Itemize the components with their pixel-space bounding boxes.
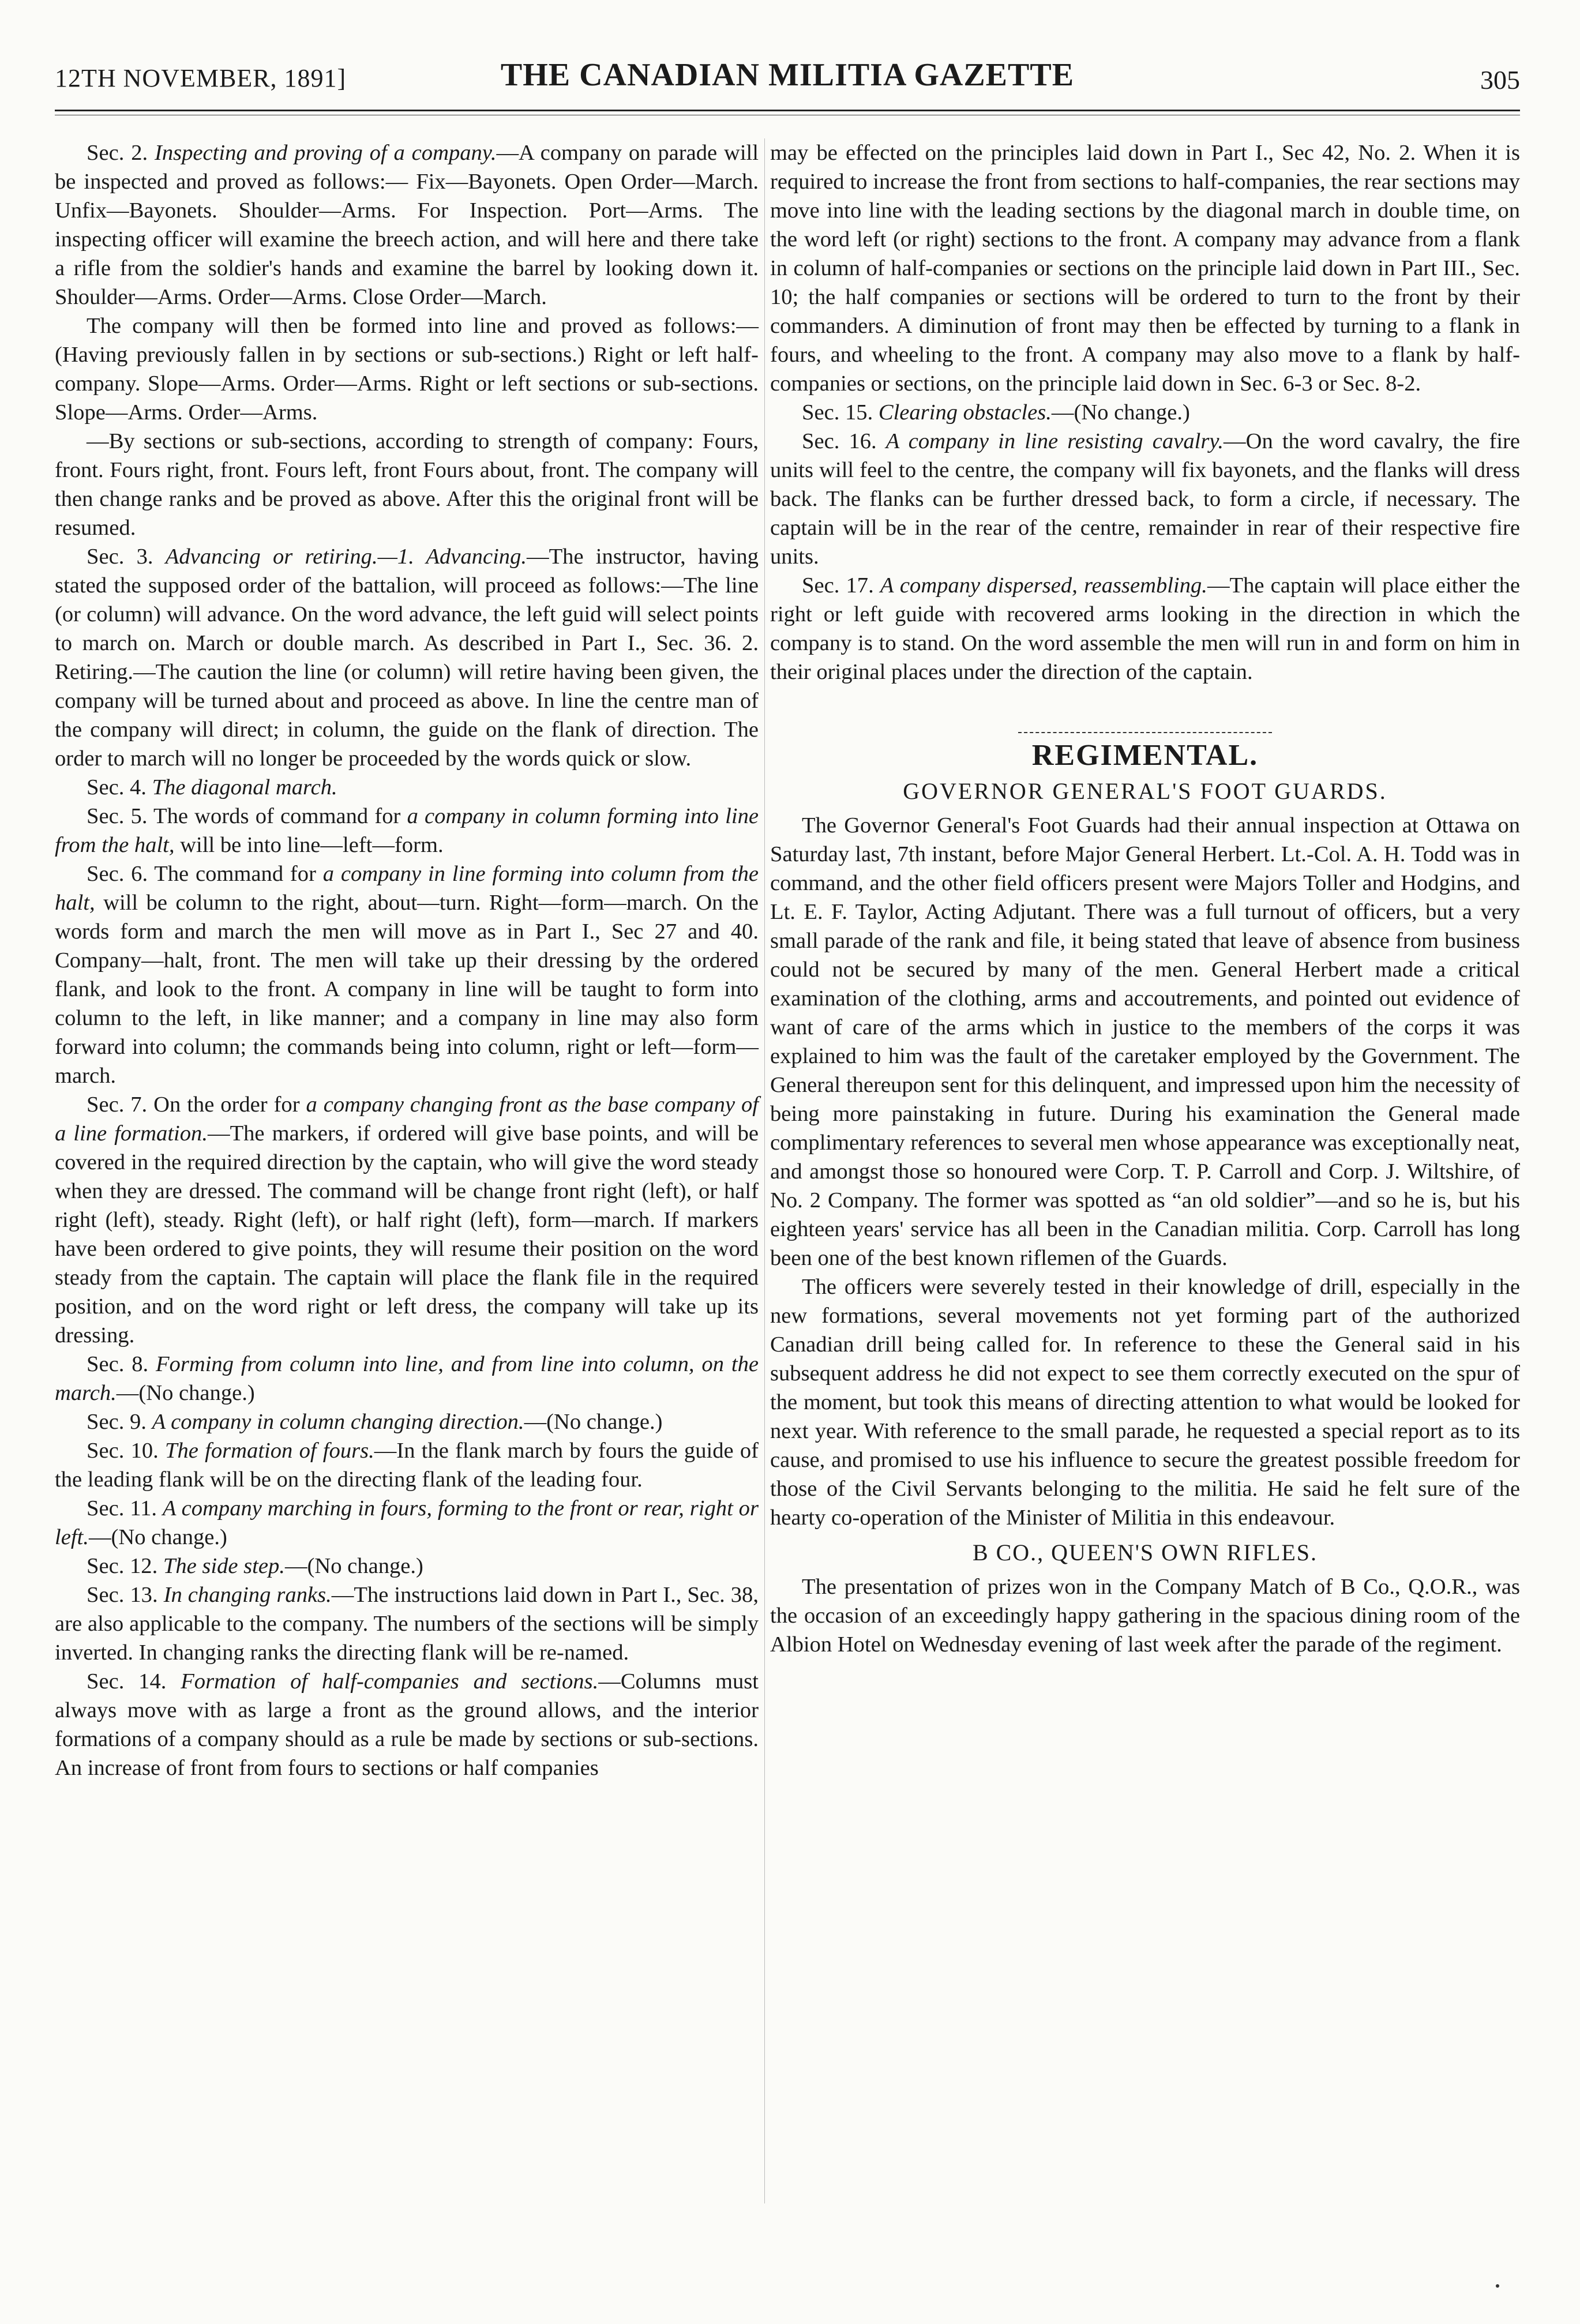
paragraph-lead: Sec. 7. On the order for [87, 1092, 306, 1117]
page-number: 305 [1480, 65, 1520, 95]
paragraph [770, 571, 1520, 686]
paragraph-ital: The diagonal march. [152, 775, 337, 799]
paragraph-ital: a company in column forming into line from the halt, [55, 804, 759, 857]
paragraph-lead: Sec. 6. The command for [87, 862, 323, 886]
paragraph [770, 427, 1520, 571]
left-column [55, 138, 759, 1782]
paragraph [55, 1350, 759, 1407]
paragraph-text: —(No change.) [284, 1554, 423, 1578]
paragraph-lead: Sec. 17. [802, 573, 880, 598]
paragraph-ital: Forming from column into line, and from line into column, on the march. [55, 1352, 759, 1405]
paragraph-text: will be into line—left—form. [174, 833, 444, 857]
paragraph [55, 1580, 759, 1667]
queens-own-article [770, 1572, 1520, 1659]
header-rule [55, 110, 1520, 111]
paragraph-ital: Clearing obstacles. [878, 400, 1052, 425]
paragraph-ital: Inspecting and proving of a company. [154, 141, 497, 165]
paragraph [55, 1436, 759, 1494]
paragraph-text: —(No change.) [524, 1410, 663, 1434]
paragraph-ital: A company marching in fours, forming to the front or rear, right or left. [55, 1496, 759, 1549]
paragraph-text: —A company on parade will be inspected and proved as follows:— Fix—Bayonets. Open Order—March. Unfix—Bayonets. Shoulder—Arms. For Inspection. Port—Arms. The inspecting officer will examine the breech action, and will here and there take a rifle from the soldier's hands and examine the barrel by looking down it. Shoulder—Arms. Order—Arms. Close Order—March. [55, 141, 759, 309]
paragraph-text: —Columns must always move with as large a front as the ground allows, and the interior formations of a company should as a rule be made by sections or sub-sections. An increase of front from fours to sections or half companies [55, 1669, 759, 1780]
paragraph-text: —(No change.) [116, 1381, 255, 1405]
paragraph-ital: A company in line resisting cavalry. [885, 429, 1224, 453]
paragraph-lead: The company will then be formed into line and proved as follows:—(Having previously fallen in by sections or sub-sections.) Right or left half-company. Slope—Arms. Order—Arms. Right or left sections or sub-sections. Slope—Arms. Order—Arms. [55, 314, 759, 425]
paragraph-lead: Sec. 15. [802, 400, 879, 425]
paragraph [55, 542, 759, 773]
paragraph [55, 311, 759, 427]
column-divider [764, 138, 765, 2203]
paragraph-text: —(No change.) [88, 1525, 227, 1549]
paragraph-text: —The instructions laid down in Part I., Sec. 38, are also applicable to the company. The numbers of the sections will be simply inverted. In changing ranks the directing flank will be re-named. [55, 1583, 759, 1665]
paragraph-lead: Sec. 12. [87, 1554, 163, 1578]
paragraph-text: will be column to the right, about—turn. Right—form—march. On the words form and march the men will move as in Part I., Sec 27 and 40. Company—halt, front. The men will take up their dressing by the ordered flank, and look to the front. A company in line will be taught to form into column to the left, in like manner; and a company in line may also form forward into column; the commands being into column, right or left—form—march. [55, 891, 759, 1088]
paragraph-text: —On the word cavalry, the fire units will feel to the centre, the company will fix bayonets, and the flanks will dress back. The flanks can be further dressed back, to form a circle, if necessary. The captain will be in the rear of the centre, remainder in rear of their respective fire units. [770, 429, 1521, 569]
right-column [770, 138, 1520, 1659]
paragraph-lead: Sec. 10. [87, 1439, 166, 1463]
regimental-heading: REGIMENTAL. [1031, 739, 1259, 772]
paragraph-ital: Advancing or retiring.—1. Advancing. [165, 545, 527, 569]
publication-title: THE CANADIAN MILITIA GAZETTE [500, 57, 1075, 93]
paragraph-ital: A company in column changing direction. [152, 1410, 524, 1434]
paragraph [55, 802, 759, 859]
paragraph-lead: —By sections or sub-sections, according to strength of company: Fours, front. Fours right, front. Fours left, front Fours about, front. The company will then change ranks and be proved as above. After this the original front will be resumed. [55, 429, 759, 540]
paragraph-ital: a company changing front as the base company of a line formation. [55, 1092, 759, 1146]
section-separator [770, 716, 1520, 718]
paragraph [770, 138, 1520, 398]
paragraph-lead: Sec. 4. [87, 775, 152, 799]
paragraph-lead: Sec. 11. [87, 1496, 163, 1520]
paragraph-lead: Sec. 9. [87, 1410, 152, 1434]
running-head [55, 57, 1520, 108]
paragraph-ital: A company dispersed, reassembling. [880, 573, 1207, 598]
paragraph-lead: Sec. 2. [87, 141, 155, 165]
paragraph [55, 859, 759, 1090]
paragraph: The presentation of prizes won in the Company Match of B Co., Q.O.R., was the occasion of an exceedingly happy gathering in the spacious dining room of the Albion Hotel on Wednesday evening of last week after the parade of the regiment. [770, 1575, 1520, 1657]
paragraph-lead: Sec. 16. [802, 429, 886, 453]
paragraph [55, 1494, 759, 1552]
paragraph-lead: Sec. 8. [87, 1352, 156, 1376]
foot-guards-title: GOVERNOR GENERAL'S FOOT GUARDS. [903, 778, 1387, 804]
paragraph [55, 1407, 759, 1436]
drill-sections-continued [770, 138, 1520, 686]
issue-date: 12TH NOVEMBER, 1891] [55, 64, 347, 92]
paragraph: The officers were severely tested in their knowledge of drill, especially in the new formations, several movements not yet forming part of the authorized Canadian drill being called for. In reference to these the General said in his subsequent address he did not expect to see them correctly executed on the spur of the moment, but took this means of directing attention to what would be looked for next year. With reference to the small parade, he requested a special report as to its cause, and promised to use his influence to secure the greatest possible freedom for those of the Civil Servants belonging to the militia. He said he felt sure of the hearty co-operation of the Minister of Militia in this endeavour. [770, 1275, 1520, 1530]
foot-guards-article [770, 811, 1520, 1532]
paragraph-text: —The captain will place either the right or left guide with recovered arms looking in the direction in which the company is to stand. On the word assemble the men will run in and form on him in their original places under the direction of the captain. [770, 573, 1521, 684]
paragraph [55, 1090, 759, 1350]
paragraph-ital: In changing ranks. [163, 1583, 332, 1607]
queens-own-title: B CO., QUEEN'S OWN RIFLES. [972, 1540, 1318, 1565]
paragraph-text: —The instructor, having stated the supposed order of the battalion, will proceed as follows:—The line (or column) will advance. On the word advance, the left guid will select points to march on. March or double march. As described in Part I., Sec. 36. 2. Retiring.—The caution the line (or column) will retire having been given, the company will be turned about and proceed as above. In line the centre man of the company will direct; in column, the guide on the flank of direction. The order to march will no longer be proceeded by the words quick or slow. [55, 545, 759, 771]
print-mark [1496, 2284, 1499, 2288]
paragraph-ital: a company in line forming into column from the halt, [55, 862, 759, 915]
paragraph-ital: The side step. [163, 1554, 285, 1578]
paragraph-lead: Sec. 5. The words of command for [87, 804, 407, 828]
paragraph-lead: Sec. 3. [87, 545, 166, 569]
paragraph-ital: The formation of fours. [165, 1439, 374, 1463]
paragraph [55, 138, 759, 311]
paragraph [55, 427, 759, 542]
paragraph [770, 398, 1520, 427]
paragraph: The Governor General's Foot Guards had their annual inspection at Ottawa on Saturday last, 7th instant, before Major General Herbert. Lt.-Col. A. H. Todd was in command, and the other field officers present were Majors Toller and Hodgins, and Lt. E. F. Taylor, Acting Adjutant. There was a full turnout of officers, but a very small parade of the rank and file, it being stated that leave of absence from business could not be secured by many of the men. General Herbert made a critical examination of the clothing, arms and accoutrements, and pointed out evidence of want of care of the arms which in justice to the members of the corps it was explained to him was the fault of the caretaker employed by the Government. The General thereupon sent for this delinquent, and impressed upon him the necessity of being more painstaking in future. During his examination the General made complimentary references to several men whose appearance was exceptionally neat, and amongst those so honoured were Corp. T. P. Carroll and Corp. J. Wiltshire, of No. 2 Company. The former was spotted as “an old soldier”—and so he is, but his eighteen years' service has all been in the Canadian militia. Corp. Carroll has long been one of the best known riflemen of the Guards. [770, 813, 1520, 1270]
paragraph-lead: Sec. 13. [87, 1583, 164, 1607]
paragraph-ital: Formation of half-companies and sections. [181, 1669, 599, 1694]
paragraph-lead: may be effected on the principles laid down in Part I., Sec 42, No. 2. When it is required to increase the front from sections to half-companies, the rear sections may move into line with the leading sections by the diagonal march in double time, on the word left (or right) sections to the front. A company may advance from a flank in column of half-companies or sections on the principle laid down in Part III., Sec. 10; the half companies or sections will be ordered to turn to the front by their commanders. A diminution of front may then be effected by turning to a flank in fours, and wheeling to the front. A company may also move to a flank by half-companies or sections, on the principle laid down in Sec. 6-3 or Sec. 8-2. [770, 141, 1520, 396]
paragraph [55, 1667, 759, 1782]
paragraph-text: —In the flank march by fours the guide of the leading flank will be on the directing flank of the leading four. [55, 1439, 759, 1492]
paragraph [55, 773, 759, 802]
paragraph-lead: Sec. 14. [87, 1669, 181, 1694]
paragraph [55, 1552, 759, 1580]
paragraph-text: —The markers, if ordered will give base points, and will be covered in the required direction by the captain, who will give the word steady when they are dressed. The command will be change front right (left), or half right (left), steady. Right (left), or half right (left), form—march. If markers have been ordered to give points, they will resume their position on the word steady from the captain. The captain will place the flank file in the required position, and on the word right or left dress, the company will take up its dressing. [55, 1121, 759, 1347]
paragraph-text: —(No change.) [1051, 400, 1190, 425]
